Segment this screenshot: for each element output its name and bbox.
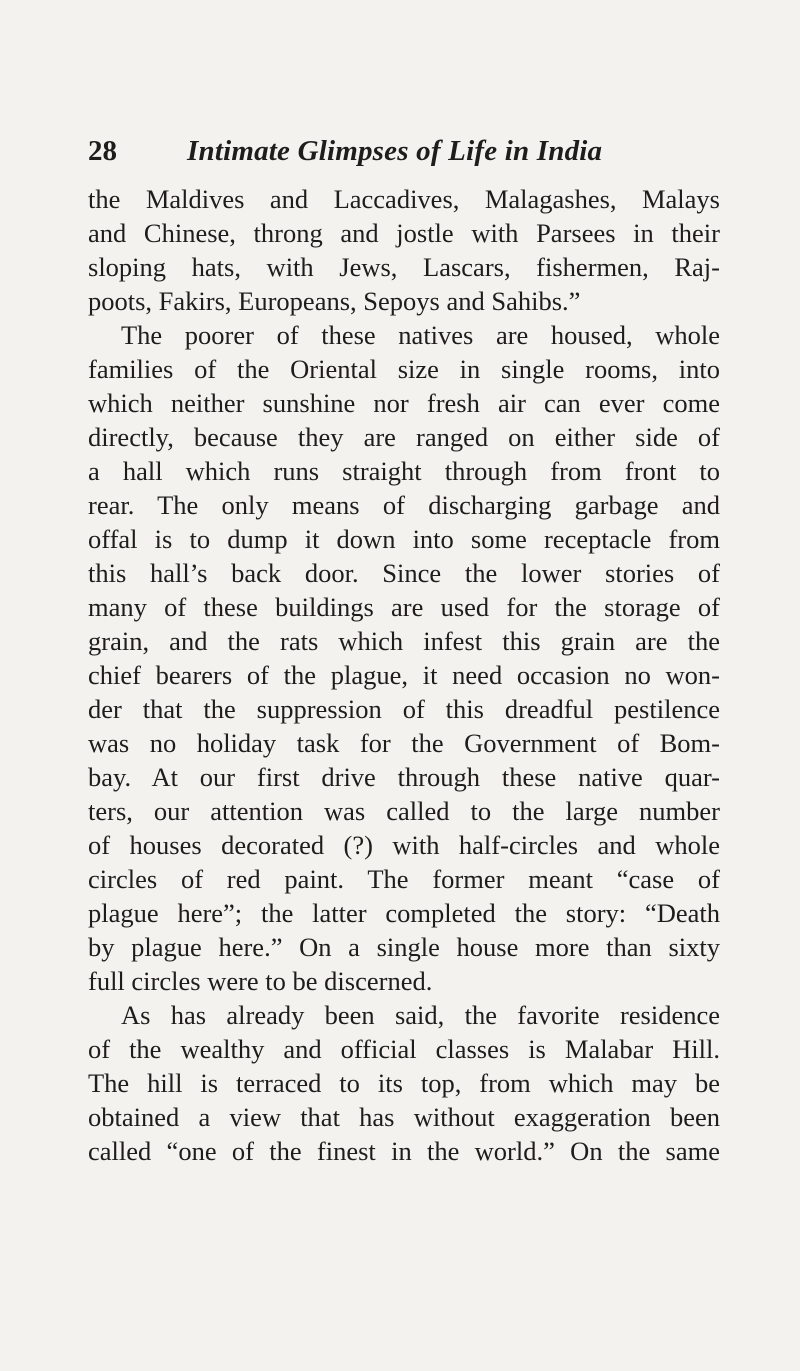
text-line: plague here”; the latter completed the story: “Death [88, 898, 720, 928]
page-number: 28 [88, 135, 117, 167]
text-line: bay. At our first drive through these native quar- [88, 762, 720, 792]
text-line: the Maldives and Laccadives, Malagashes, Malays [88, 184, 720, 214]
text-line: The poorer of these natives are housed, whole [121, 320, 720, 350]
text-line: obtained a view that has without exaggeration been [88, 1102, 720, 1132]
text-line: full circles were to be discerned. [88, 966, 433, 996]
text-line: many of these buildings are used for the storage of [88, 592, 720, 622]
text-line: directly, because they are ranged on either side of [88, 422, 720, 452]
text-line: The hill is terraced to its top, from which may be [88, 1068, 720, 1098]
text-line: which neither sunshine nor fresh air can ever come [88, 388, 720, 418]
running-title: Intimate Glimpses of Life in India [187, 135, 603, 167]
text-line: by plague here.” On a single house more than sixty [88, 932, 720, 962]
text-line: circles of red paint. The former meant “case of [88, 864, 720, 894]
text-line: ters, our attention was called to the large number [88, 796, 720, 826]
text-line: this hall’s back door. Since the lower stories of [88, 558, 720, 588]
text-line: of the wealthy and official classes is Malabar Hill. [88, 1034, 720, 1064]
text-line: a hall which runs straight through from front to [88, 456, 720, 486]
text-line: of houses decorated (?) with half-circles and whole [88, 830, 720, 860]
text-line: offal is to dump it down into some receptacle from [88, 524, 720, 554]
text-line: was no holiday task for the Government of Bom- [88, 728, 720, 758]
text-line: and Chinese, throng and jostle with Parsees in their [88, 218, 720, 248]
text-line: chief bearers of the plague, it need occasion no won- [88, 660, 720, 690]
text-line: As has already been said, the favorite residence [121, 1000, 720, 1030]
text-line: families of the Oriental size in single rooms, into [88, 354, 720, 384]
page-header [88, 131, 720, 171]
text-line: poots, Fakirs, Europeans, Sepoys and Sahibs.” [88, 286, 581, 316]
text-line: grain, and the rats which infest this grain are the [88, 626, 720, 656]
text-line: der that the suppression of this dreadful pestilence [88, 694, 720, 724]
text-line: called “one of the finest in the world.” On the same [88, 1136, 720, 1166]
text-line: rear. The only means of discharging garbage and [88, 490, 720, 520]
text-line: sloping hats, with Jews, Lascars, fishermen, Raj- [88, 252, 720, 282]
